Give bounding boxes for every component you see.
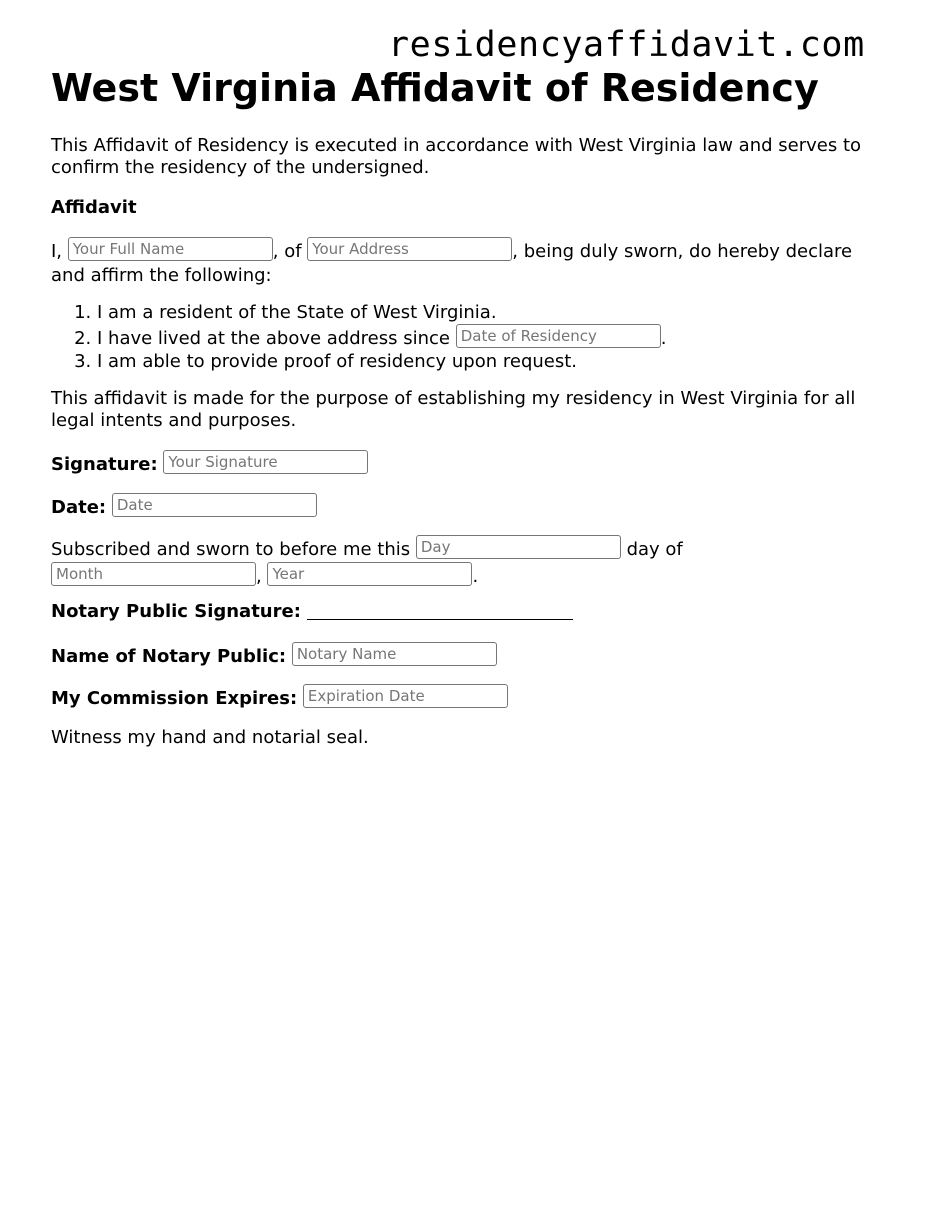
notary-name-input[interactable]: Notary Name	[292, 642, 497, 666]
expiration-date-input[interactable]: Expiration Date	[303, 684, 508, 708]
month-input[interactable]: Month	[51, 562, 256, 586]
day-input[interactable]: Day	[416, 535, 621, 559]
notary-name-row	[51, 642, 891, 668]
full-name-input[interactable]: Your Full Name	[68, 237, 273, 261]
list-item	[97, 301, 891, 324]
commission-row	[51, 684, 891, 710]
declaration-paragraph	[51, 237, 891, 288]
declaration-suffix: , being duly sworn, do hereby declare and affirm the following:	[51, 241, 853, 286]
commission-label: My Commission Expires:	[51, 688, 298, 709]
document-title: West Virginia Affidavit of Residency	[51, 66, 819, 110]
notary-signature-label: Notary Public Signature:	[51, 601, 301, 622]
statement-3: I am able to provide proof of residency upon request.	[97, 351, 578, 372]
date-label: Date:	[51, 497, 107, 518]
statements-list	[51, 301, 891, 373]
date-input[interactable]: Date	[112, 493, 317, 517]
declaration-prefix: I,	[51, 241, 63, 262]
sworn-paragraph	[51, 535, 891, 589]
statement-2-prefix: I have lived at the above address since	[97, 328, 450, 349]
address-input[interactable]: Your Address	[307, 237, 512, 261]
purpose-paragraph: This affidavit is made for the purpose of establishing my residency in West Virginia for all legal intents and purposes.	[51, 388, 856, 431]
list-item	[97, 324, 891, 350]
date-row	[51, 493, 891, 519]
sworn-comma: ,	[256, 566, 262, 587]
year-input[interactable]: Year	[267, 562, 472, 586]
list-item	[97, 350, 891, 373]
affidavit-heading: Affidavit	[51, 197, 137, 218]
sworn-mid: day of	[626, 539, 683, 560]
sworn-prefix: Subscribed and sworn to before me this	[51, 539, 411, 560]
signature-row	[51, 450, 891, 476]
sworn-period: .	[472, 566, 479, 587]
notary-signature-line[interactable]	[307, 601, 573, 620]
signature-label: Signature:	[51, 454, 158, 475]
watermark: residencyaffidavit.com	[388, 25, 865, 65]
residency-date-input[interactable]: Date of Residency	[456, 324, 661, 348]
declaration-mid: , of	[272, 241, 302, 262]
closing-line: Witness my hand and notarial seal.	[51, 727, 369, 748]
signature-input[interactable]: Your Signature	[163, 450, 368, 474]
notary-name-label: Name of Notary Public:	[51, 646, 287, 667]
notary-signature-row	[51, 601, 891, 623]
statement-2-suffix: .	[660, 328, 667, 349]
statement-1: I am a resident of the State of West Virginia.	[97, 302, 497, 323]
intro-paragraph: This Affidavit of Residency is executed in accordance with West Virginia law and serves to confirm the residency of the undersigned.	[51, 135, 862, 178]
